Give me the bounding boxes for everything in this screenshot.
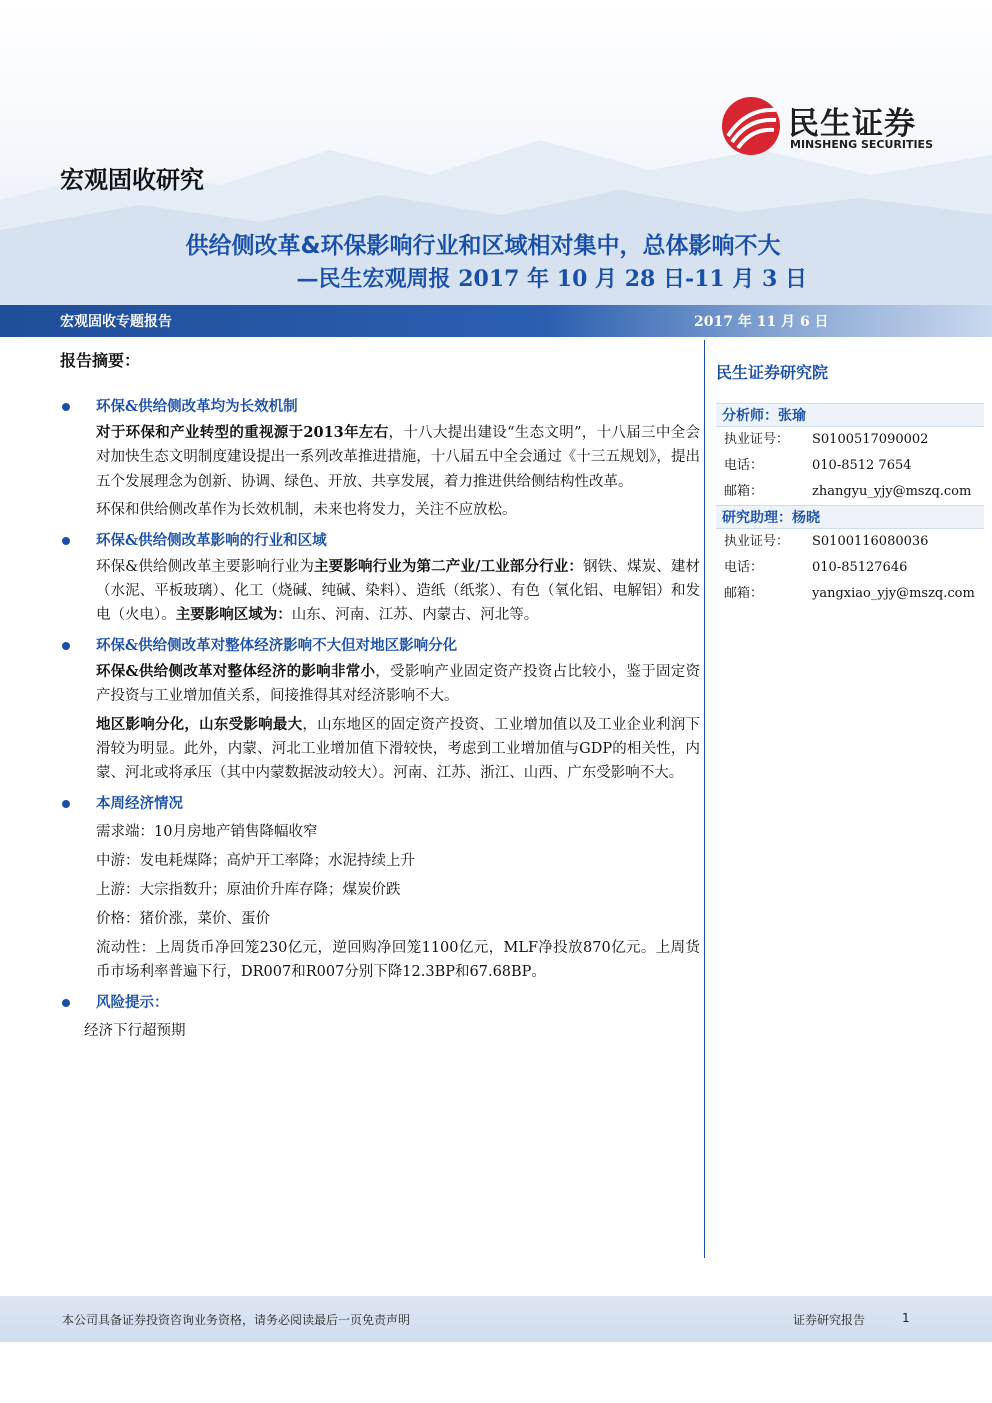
assistant-email-row	[716, 581, 984, 607]
section-heading-text: 风险提示：	[96, 993, 169, 1011]
paragraph-text: 山东、河南、江苏、内蒙古、河北等。	[291, 607, 539, 624]
paragraph-text: ，十八大提出建设“生态文明”，十八届三中全会对加快生态文明制度建设提出一系列改革推进措施，十八届五中全会通过《十三五规划》，提出五个发展理念为创新、协调、绿色、开放、共享发展，着力推进供给侧结构性改革。	[96, 425, 701, 490]
assistant-heading: 研究助理：杨晓	[716, 505, 984, 529]
analyst-sidebar	[716, 360, 984, 607]
page-number: 1	[902, 1311, 910, 1325]
section-heading	[60, 790, 700, 818]
section-heading-text: 本周经济情况	[96, 794, 183, 812]
column-divider	[704, 340, 705, 1258]
paragraph-text: ，受影响产业固定资产投资占比较小，鉴于固定资产投资与工业增加值关系，间接推得其对经济影响不大。	[96, 663, 701, 705]
section-heading-text: 环保&供给侧改革影响的行业和区域	[96, 531, 327, 549]
risk-text: 经济下行超预期	[84, 1022, 186, 1039]
bullet-icon	[62, 642, 70, 650]
minsheng-logo	[720, 96, 960, 156]
paragraph: 环保和供给侧改革作为长效机制，未来也将发力，关注不应放松。	[96, 502, 517, 519]
info-label: 邮箱：	[724, 484, 764, 499]
logo-chinese-name: 民生证券	[788, 106, 916, 142]
economy-line: 需求端：10月房地产销售降幅收窄	[96, 823, 318, 840]
analyst-phone-row	[716, 453, 984, 479]
bullet-icon	[62, 800, 70, 808]
abstract-column	[60, 345, 700, 1045]
disclaimer-text: 本公司具备证券投资咨询业务资格，请务必阅读最后一页免责声明	[62, 1313, 411, 1327]
page-footer	[0, 1296, 992, 1342]
info-label: 执业证号：	[724, 432, 790, 447]
assistant-phone-row	[716, 555, 984, 581]
bullet-icon	[62, 537, 70, 545]
info-value: 010-85127646	[812, 560, 908, 575]
footer-label: 证券研究报告	[793, 1313, 866, 1327]
analyst-email[interactable]: zhangyu_yjy@mszq.com	[812, 484, 972, 499]
assistant-email[interactable]: yangxiao_yjy@mszq.com	[812, 586, 975, 601]
bullet-icon	[62, 403, 70, 411]
section-heading	[60, 527, 700, 555]
info-label: 邮箱：	[724, 586, 764, 601]
paragraph-text: 钢铁、煤炭、建材（水泥、平板玻璃）、化工（烧碱、纯碱、染料）、造纸（纸浆）、有色（氧化铝、电解铝）和发电（火电）。	[96, 558, 701, 624]
info-label: 执业证号：	[724, 534, 790, 549]
section-heading	[60, 632, 700, 660]
info-value: S0100116080036	[812, 534, 929, 549]
report-title: 供给侧改革&环保影响行业和区域相对集中，总体影响不大	[185, 233, 781, 259]
institute-name: 民生证券研究院	[716, 363, 829, 382]
logo-english-name: MINSHENG SECURITIES	[790, 138, 933, 151]
economy-line: 价格：猪价涨，菜价、蛋价	[96, 910, 270, 927]
bold-lead: 地区影响分化，山东受影响最大	[96, 715, 303, 733]
paragraph-text: ，山东地区的固定资产投资、工业增加值以及工业企业利润下滑较为明显。此外，内蒙、河北工业增加值下滑较快，考虑到工业增加值与GDP的相关性，内蒙、河北或将承压（其中内蒙数据波动较大）。河南、江苏、浙江、山西、广东受影响不大。	[96, 716, 701, 782]
bold-lead: 环保&供给侧改革对整体经济的影响非常小	[96, 662, 376, 680]
paragraph	[60, 421, 700, 494]
report-date: 2017 年 11 月 6 日	[694, 314, 829, 330]
analyst-heading: 分析师：张瑜	[716, 403, 984, 427]
liquidity-paragraph: 流动性：上周货币净回笼230亿元，逆回购净回笼1100亿元，MLF净投放870亿元。上周货币市场利率普遍下行，DR007和R007分别下降12.3BP和67.68BP。	[96, 939, 700, 981]
report-header	[0, 0, 992, 305]
assistant-license-row	[716, 529, 984, 555]
section-heading	[60, 393, 700, 421]
report-subtitle: —民生宏观周报 2017 年 10 月 28 日-11 月 3 日	[296, 266, 807, 292]
section-heading-text: 环保&供给侧改革均为长效机制	[96, 398, 298, 415]
paragraph	[60, 660, 700, 709]
info-label: 电话：	[724, 458, 764, 473]
paragraph-text: 环保&供给侧改革主要影响行业为	[96, 558, 315, 575]
section-title: 宏观固收研究	[60, 166, 204, 194]
report-type: 宏观固收专题报告	[60, 314, 172, 330]
economy-line: 上游：大宗指数升；原油价升库存降；煤炭价跌	[96, 881, 401, 898]
bold-lead: 对于环保和产业转型的重视源于2013年左右	[96, 424, 389, 441]
bold-phrase: 主要影响行业为第二产业/工业部分行业：	[314, 557, 584, 575]
section-heading-text: 环保&供给侧改革对整体经济影响不大但对地区影响分化	[96, 636, 458, 654]
paragraph	[60, 713, 700, 786]
abstract-title: 报告摘要：	[60, 351, 141, 370]
analyst-email-row	[716, 479, 984, 505]
paragraph	[60, 555, 700, 628]
info-value: 010-8512 7654	[812, 458, 912, 473]
bullet-icon	[62, 999, 70, 1007]
analyst-license-row	[716, 427, 984, 453]
section-heading	[60, 989, 700, 1017]
bold-phrase: 主要影响区域为：	[175, 606, 292, 624]
economy-line: 中游：发电耗煤降；高炉开工率降；水泥持续上升	[96, 852, 415, 869]
info-label: 电话：	[724, 560, 764, 575]
info-value: S0100517090002	[812, 432, 929, 447]
report-type-bar	[0, 305, 992, 337]
minsheng-logo-icon	[720, 96, 782, 156]
